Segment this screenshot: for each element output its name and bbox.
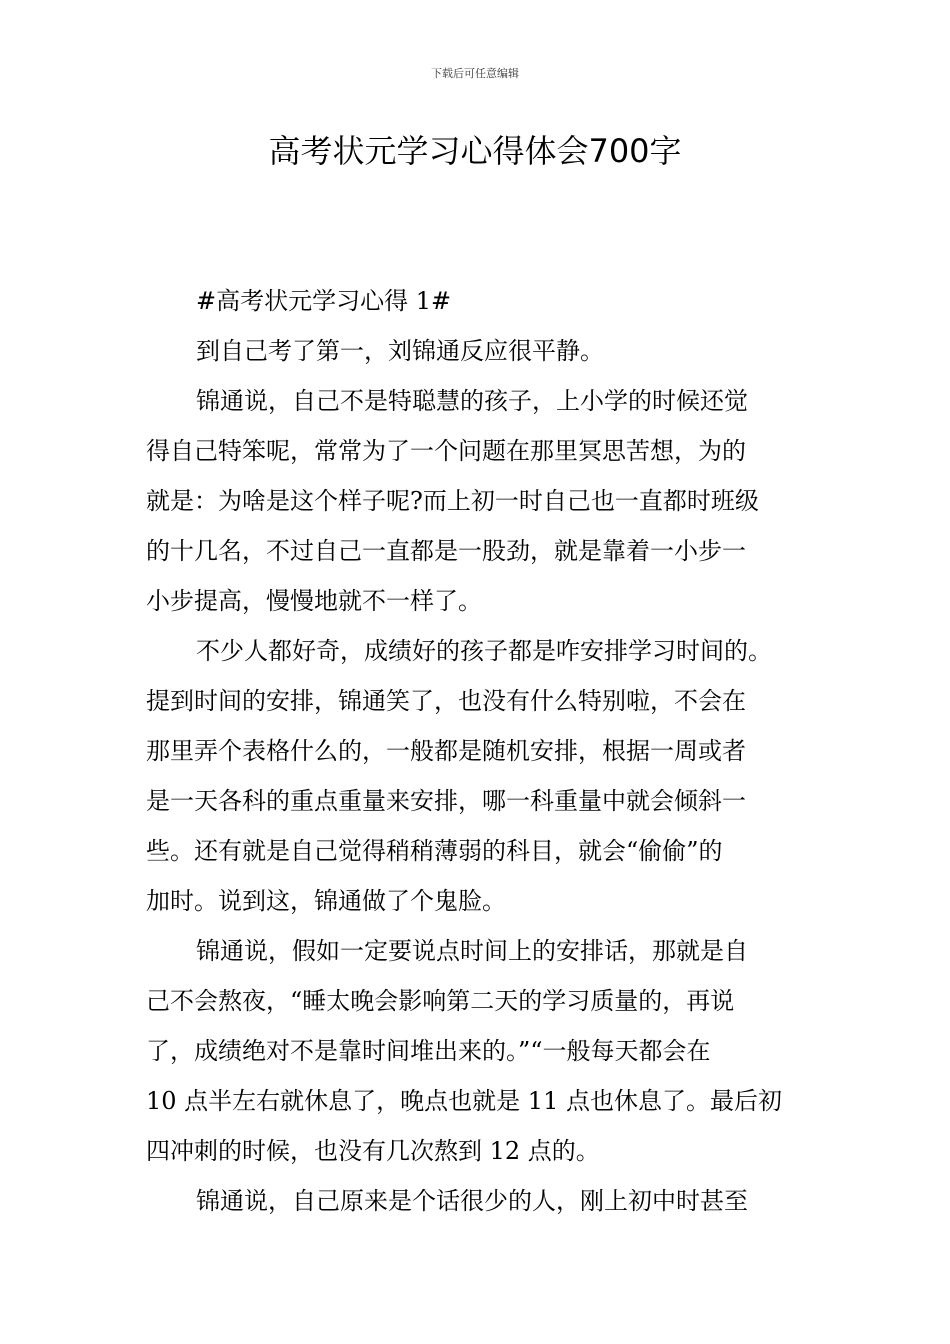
text-line: 锦通说，假如一定要说点时间上的安排话，那就是自 [196,937,748,965]
paragraph [146,926,816,1176]
text-line: 提到时间的安排，锦通笑了，也没有什么特别啦，不会在 [146,687,746,715]
document-title: 高考状元学习心得体会700字 [268,132,682,170]
text-line: 加时。说到这，锦通做了个鬼脸。 [146,887,506,915]
text-line: 得自己特笨呢，常常为了一个问题在那里冥思苦想，为的 [146,437,746,465]
text-line: 了，成绩绝对不是靠时间堆出来的。”“一般每天都会在 [146,1037,711,1065]
header-note: 下载后可任意编辑 [431,67,519,80]
text-line: 些。还有就是自己觉得稍稍薄弱的科目，就会“偷偷”的 [146,837,723,865]
text-line: 10 点半左右就休息了，晚点也就是 11 点也休息了。最后初 [146,1087,782,1115]
text-line: #高考状元学习心得 1# [196,287,452,315]
text-line: 锦通说，自己不是特聪慧的孩子，上小学的时候还觉 [196,387,748,415]
text-line: 己不会熬夜，“睡太晚会影响第二天的学习质量的，再说 [146,987,735,1015]
text-line: 到自己考了第一，刘锦通反应很平静。 [196,337,604,365]
paragraph-heading [146,276,816,326]
text-line: 的十几名，不过自己一直都是一股劲，就是靠着一小步一 [146,537,746,565]
text-line: 就是：为啥是这个样子呢?而上初一时自己也一直都时班级 [146,487,759,515]
paragraph [146,376,816,626]
document-body [146,276,816,1226]
text-line: 四冲刺的时候，也没有几次熬到 12 点的。 [146,1137,600,1165]
text-line: 是一天各科的重点重量来安排，哪一科重量中就会倾斜一 [146,787,746,815]
paragraph [146,326,816,376]
text-line: 那里弄个表格什么的，一般都是随机安排，根据一周或者 [146,737,746,765]
text-line: 小步提高，慢慢地就不一样了。 [146,587,482,615]
paragraph [146,626,816,926]
paragraph [146,1176,816,1226]
text-line: 锦通说，自己原来是个话很少的人，刚上初中时甚至 [196,1187,748,1215]
text-line: 不少人都好奇，成绩好的孩子都是咋安排学习时间的。 [196,637,772,665]
